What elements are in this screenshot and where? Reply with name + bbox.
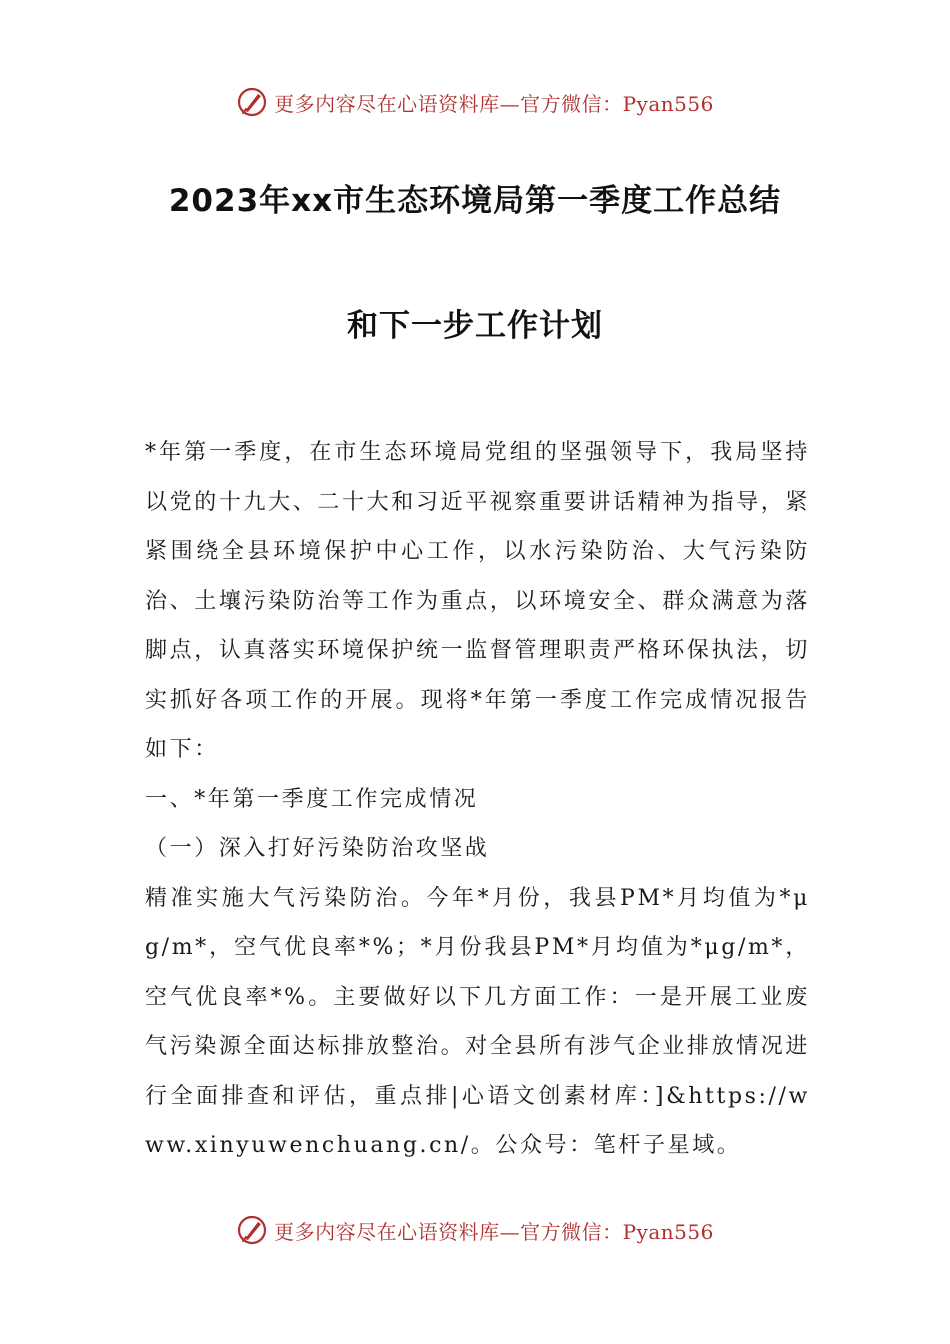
document-body [145, 428, 810, 1171]
subsection-heading: （一）深入打好污染防治攻坚战 [145, 836, 490, 861]
section-heading: 一、*年第一季度工作完成情况 [145, 786, 479, 812]
watermark-banner-bottom [0, 1210, 950, 1250]
document-title-line1: 2023年xx市生态环境局第一季度工作总结 [168, 183, 782, 219]
watermark-text: 更多内容尽在心语资料库—官方微信：Pyan556 [274, 91, 714, 116]
quill-pen-logo-icon [236, 1214, 268, 1246]
watermark-text: 更多内容尽在心语资料库—官方微信：Pyan556 [274, 1219, 714, 1244]
air-pollution-paragraph: 精准实施大气污染防治。今年*月份，我县PM*月均值为*μg/m*，空气优良率*%；*月份我县PM*月均值为*μg/m*，空气优良率*%。主要做好以下几方面工作：一是开展工业废气污染源全面达标排放整治。对全县所有涉气企业排放情况进行全面排查和评估，重点排|心语文创素材库：]&https://www.xinyuwenchuang.cn/。公众号：笔杆子星域。 [145, 885, 810, 1158]
watermark-banner-top [0, 82, 950, 122]
document-title-line2: 和下一步工作计划 [347, 308, 603, 344]
quill-pen-logo-icon [236, 86, 268, 118]
intro-paragraph: *年第一季度，在市生态环境局党组的坚强领导下，我局坚持以党的十九大、二十大和习近平视察重要讲话精神为指导，紧紧围绕全县环境保护中心工作，以水污染防治、大气污染防治、土壤污染防治等工作为重点，以环境安全、群众满意为落脚点，认真落实环境保护统一监督管理职责严格环保执法，切实抓好各项工作的开展。现将*年第一季度工作完成情况报告如下： [145, 440, 810, 762]
